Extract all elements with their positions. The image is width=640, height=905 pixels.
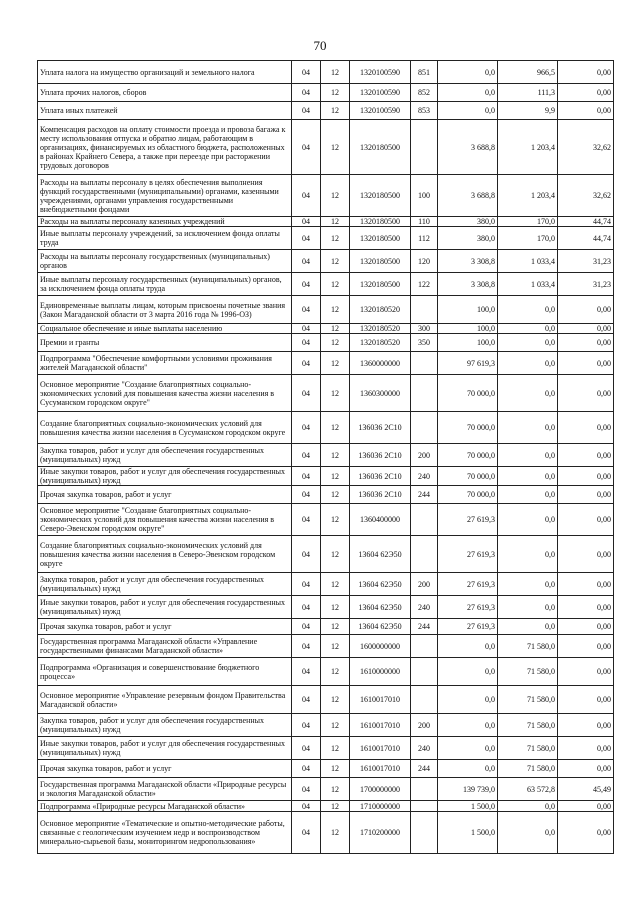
- cell-rz: 04: [292, 412, 321, 444]
- cell-name: Подпрограмма «Организация и совершенствование бюджетного процесса»: [38, 658, 292, 686]
- cell-fact: 0,0: [498, 619, 558, 635]
- cell-csr: 1320180500: [350, 217, 411, 227]
- cell-rz: 04: [292, 658, 321, 686]
- table-row: [38, 536, 614, 573]
- cell-vr: 852: [411, 84, 438, 102]
- cell-plan: 27 619,3: [438, 596, 498, 619]
- cell-fact: 0,0: [498, 352, 558, 375]
- cell-pr: 12: [321, 737, 350, 760]
- cell-pr: 12: [321, 635, 350, 658]
- cell-vr: 200: [411, 714, 438, 737]
- cell-pr: 12: [321, 658, 350, 686]
- cell-name: Прочая закупка товаров, работ и услуг: [38, 486, 292, 504]
- cell-name: Иные закупки товаров, работ и услуг для обеспечения государственных (муниципальных) нужд: [38, 596, 292, 619]
- cell-name: Прочая закупка товаров, работ и услуг: [38, 760, 292, 778]
- cell-pct: 0,00: [558, 658, 614, 686]
- cell-pct: 0,00: [558, 573, 614, 596]
- cell-rz: 04: [292, 737, 321, 760]
- table-row: [38, 467, 614, 486]
- cell-rz: 04: [292, 273, 321, 296]
- cell-csr: 1320100590: [350, 61, 411, 84]
- budget-table: [37, 60, 614, 854]
- table-row: [38, 273, 614, 296]
- cell-name: Расходы на выплаты персоналу казенных учреждений: [38, 217, 292, 227]
- cell-fact: 111,3: [498, 84, 558, 102]
- cell-plan: 27 619,3: [438, 536, 498, 573]
- cell-pr: 12: [321, 686, 350, 714]
- cell-pr: 12: [321, 812, 350, 854]
- cell-csr: 1710000000: [350, 801, 411, 812]
- cell-fact: 0,0: [498, 504, 558, 536]
- cell-rz: 04: [292, 175, 321, 217]
- cell-vr: 244: [411, 486, 438, 504]
- cell-pr: 12: [321, 619, 350, 635]
- table-row: [38, 686, 614, 714]
- cell-rz: 04: [292, 504, 321, 536]
- cell-pct: 0,00: [558, 596, 614, 619]
- cell-plan: 0,0: [438, 714, 498, 737]
- table-row: [38, 737, 614, 760]
- cell-vr: [411, 812, 438, 854]
- cell-pct: 0,00: [558, 467, 614, 486]
- cell-fact: 1 203,4: [498, 120, 558, 175]
- cell-rz: 04: [292, 250, 321, 273]
- cell-vr: 244: [411, 619, 438, 635]
- cell-plan: 0,0: [438, 61, 498, 84]
- cell-csr: 1320180500: [350, 120, 411, 175]
- cell-fact: 0,0: [498, 812, 558, 854]
- cell-plan: 70 000,0: [438, 486, 498, 504]
- table-row: [38, 296, 614, 324]
- cell-pct: 0,00: [558, 334, 614, 352]
- cell-vr: 853: [411, 102, 438, 120]
- cell-csr: 136036 2С10: [350, 486, 411, 504]
- cell-pr: 12: [321, 486, 350, 504]
- table-row: [38, 573, 614, 596]
- cell-plan: 70 000,0: [438, 412, 498, 444]
- cell-name: Социальное обеспечение и иные выплаты населению: [38, 324, 292, 334]
- cell-fact: 71 580,0: [498, 737, 558, 760]
- cell-csr: 1610017010: [350, 686, 411, 714]
- cell-name: Уплата иных платежей: [38, 102, 292, 120]
- table-row: [38, 175, 614, 217]
- cell-csr: 1610017010: [350, 760, 411, 778]
- cell-csr: 1320180500: [350, 273, 411, 296]
- table-row: [38, 812, 614, 854]
- cell-plan: 27 619,3: [438, 573, 498, 596]
- cell-rz: 04: [292, 801, 321, 812]
- cell-name: Расходы на выплаты персоналу в целях обеспечения выполнения функций государственными (муниципальными) органами, казенными учреждениями, органами управления государственными внебюджетными фондами: [38, 175, 292, 217]
- cell-vr: [411, 801, 438, 812]
- table-row: [38, 120, 614, 175]
- cell-csr: 1360400000: [350, 504, 411, 536]
- cell-fact: 0,0: [498, 412, 558, 444]
- cell-pr: 12: [321, 444, 350, 467]
- cell-rz: 04: [292, 486, 321, 504]
- cell-fact: 1 203,4: [498, 175, 558, 217]
- cell-rz: 04: [292, 536, 321, 573]
- cell-fact: 0,0: [498, 486, 558, 504]
- cell-vr: 200: [411, 573, 438, 596]
- cell-vr: 350: [411, 334, 438, 352]
- cell-pr: 12: [321, 273, 350, 296]
- cell-vr: 200: [411, 444, 438, 467]
- cell-rz: 04: [292, 334, 321, 352]
- cell-plan: 100,0: [438, 334, 498, 352]
- table-row: [38, 658, 614, 686]
- cell-plan: 3 688,8: [438, 175, 498, 217]
- cell-vr: 110: [411, 217, 438, 227]
- table-row: [38, 84, 614, 102]
- cell-pr: 12: [321, 227, 350, 250]
- cell-pct: 0,00: [558, 412, 614, 444]
- cell-plan: 139 739,0: [438, 778, 498, 801]
- cell-csr: 136036 2С10: [350, 412, 411, 444]
- cell-rz: 04: [292, 352, 321, 375]
- cell-pct: 0,00: [558, 801, 614, 812]
- cell-name: Создание благоприятных социально-экономических условий для повышения качества жизни населения в Северо-Эвенском городском округе: [38, 536, 292, 573]
- cell-rz: 04: [292, 61, 321, 84]
- table-row: [38, 619, 614, 635]
- cell-pct: 31,23: [558, 273, 614, 296]
- budget-table-body: [38, 61, 614, 854]
- cell-vr: [411, 635, 438, 658]
- cell-vr: [411, 375, 438, 412]
- cell-fact: 0,0: [498, 296, 558, 324]
- cell-pr: 12: [321, 61, 350, 84]
- cell-vr: 240: [411, 467, 438, 486]
- cell-name: Иные выплаты персоналу государственных (муниципальных) органов, за исключением фонда оплаты труда: [38, 273, 292, 296]
- cell-name: Иные закупки товаров, работ и услуг для обеспечения государственных (муниципальных) нужд: [38, 467, 292, 486]
- cell-fact: 0,0: [498, 467, 558, 486]
- cell-pct: 0,00: [558, 504, 614, 536]
- cell-csr: 136036 2С10: [350, 467, 411, 486]
- cell-pct: 31,23: [558, 250, 614, 273]
- cell-fact: 71 580,0: [498, 760, 558, 778]
- cell-name: Закупка товаров, работ и услуг для обеспечения государственных (муниципальных) нужд: [38, 714, 292, 737]
- cell-pr: 12: [321, 324, 350, 334]
- table-row: [38, 486, 614, 504]
- cell-name: Компенсация расходов на оплату стоимости проезда и провоза багажа к месту использования отпуска и обратно лицам, работающим в организациях, финансируемых из областного бюджета, расположенных в районах Крайнего Севера, а также при переезде при расторжении трудовых договоров: [38, 120, 292, 175]
- table-row: [38, 61, 614, 84]
- cell-pr: 12: [321, 296, 350, 324]
- cell-plan: 70 000,0: [438, 444, 498, 467]
- cell-vr: [411, 536, 438, 573]
- cell-fact: 63 572,8: [498, 778, 558, 801]
- cell-csr: 13604 62Э50: [350, 536, 411, 573]
- cell-plan: 70 000,0: [438, 467, 498, 486]
- cell-name: Закупка товаров, работ и услуг для обеспечения государственных (муниципальных) нужд: [38, 573, 292, 596]
- cell-plan: 3 688,8: [438, 120, 498, 175]
- table-row: [38, 227, 614, 250]
- cell-pct: 44,74: [558, 227, 614, 250]
- cell-pr: 12: [321, 801, 350, 812]
- cell-rz: 04: [292, 596, 321, 619]
- cell-plan: 27 619,3: [438, 619, 498, 635]
- cell-csr: 1320100590: [350, 102, 411, 120]
- cell-fact: 0,0: [498, 573, 558, 596]
- cell-fact: 9,9: [498, 102, 558, 120]
- cell-vr: 122: [411, 273, 438, 296]
- cell-pr: 12: [321, 375, 350, 412]
- cell-fact: 0,0: [498, 334, 558, 352]
- cell-rz: 04: [292, 296, 321, 324]
- cell-name: Основное мероприятие «Управление резервным фондом Правительства Магаданской области»: [38, 686, 292, 714]
- cell-vr: [411, 296, 438, 324]
- cell-pct: 0,00: [558, 536, 614, 573]
- cell-name: Создание благоприятных социально-экономических условий для повышения качества жизни населения в Сусуманском городском округе: [38, 412, 292, 444]
- cell-csr: 1320180520: [350, 324, 411, 334]
- cell-pr: 12: [321, 760, 350, 778]
- cell-plan: 27 619,3: [438, 504, 498, 536]
- table-row: [38, 324, 614, 334]
- cell-name: Основное мероприятие "Создание благоприятных социально-экономических условий для повышения качества жизни населения в Сусуманском городском округе": [38, 375, 292, 412]
- cell-fact: 0,0: [498, 324, 558, 334]
- cell-fact: 0,0: [498, 536, 558, 573]
- cell-pct: 44,74: [558, 217, 614, 227]
- cell-csr: 1360000000: [350, 352, 411, 375]
- cell-rz: 04: [292, 778, 321, 801]
- cell-fact: 71 580,0: [498, 714, 558, 737]
- table-row: [38, 760, 614, 778]
- cell-rz: 04: [292, 760, 321, 778]
- cell-fact: 71 580,0: [498, 658, 558, 686]
- cell-pct: 0,00: [558, 61, 614, 84]
- cell-rz: 04: [292, 227, 321, 250]
- cell-csr: 1320180500: [350, 227, 411, 250]
- table-row: [38, 778, 614, 801]
- cell-fact: 1 033,4: [498, 273, 558, 296]
- cell-name: Основное мероприятие «Тематические и опытно-методические работы, связанные с геологическим изучением недр и воспроизводством минерально-сырьевой базы, мониторингом недропользования»: [38, 812, 292, 854]
- cell-plan: 0,0: [438, 737, 498, 760]
- cell-pr: 12: [321, 102, 350, 120]
- cell-csr: 1610017010: [350, 714, 411, 737]
- cell-pr: 12: [321, 120, 350, 175]
- cell-vr: 240: [411, 737, 438, 760]
- cell-pr: 12: [321, 352, 350, 375]
- cell-pct: 0,00: [558, 324, 614, 334]
- cell-name: Государственная программа Магаданской области «Управление государственными финансами Магаданской области»: [38, 635, 292, 658]
- table-row: [38, 504, 614, 536]
- cell-vr: [411, 778, 438, 801]
- cell-name: Прочая закупка товаров, работ и услуг: [38, 619, 292, 635]
- cell-rz: 04: [292, 714, 321, 737]
- table-row: [38, 635, 614, 658]
- cell-fact: 71 580,0: [498, 686, 558, 714]
- cell-csr: 13604 62Э50: [350, 573, 411, 596]
- cell-pct: 0,00: [558, 635, 614, 658]
- cell-pct: 0,00: [558, 714, 614, 737]
- cell-fact: 170,0: [498, 217, 558, 227]
- cell-pr: 12: [321, 596, 350, 619]
- cell-pct: 0,00: [558, 486, 614, 504]
- page-number: 70: [313, 38, 327, 53]
- cell-vr: 100: [411, 175, 438, 217]
- cell-fact: 0,0: [498, 596, 558, 619]
- cell-name: Закупка товаров, работ и услуг для обеспечения государственных (муниципальных) нужд: [38, 444, 292, 467]
- table-row: [38, 375, 614, 412]
- cell-name: Подпрограмма "Обеспечение комфортными условиями проживания жителей Магаданской области": [38, 352, 292, 375]
- cell-pct: 0,00: [558, 84, 614, 102]
- cell-name: Иные закупки товаров, работ и услуг для обеспечения государственных (муниципальных) нужд: [38, 737, 292, 760]
- cell-pct: 0,00: [558, 686, 614, 714]
- cell-plan: 100,0: [438, 324, 498, 334]
- cell-rz: 04: [292, 467, 321, 486]
- cell-plan: 0,0: [438, 84, 498, 102]
- cell-csr: 1320100590: [350, 84, 411, 102]
- cell-pr: 12: [321, 467, 350, 486]
- cell-vr: [411, 120, 438, 175]
- cell-pr: 12: [321, 250, 350, 273]
- cell-plan: 0,0: [438, 102, 498, 120]
- cell-name: Государственная программа Магаданской области «Природные ресурсы и экология Магаданской области»: [38, 778, 292, 801]
- cell-plan: 100,0: [438, 296, 498, 324]
- cell-csr: 1710200000: [350, 812, 411, 854]
- cell-vr: [411, 686, 438, 714]
- cell-vr: [411, 504, 438, 536]
- cell-vr: [411, 352, 438, 375]
- cell-pct: 0,00: [558, 296, 614, 324]
- cell-pct: 0,00: [558, 102, 614, 120]
- cell-pct: 0,00: [558, 760, 614, 778]
- cell-rz: 04: [292, 619, 321, 635]
- cell-fact: 966,5: [498, 61, 558, 84]
- cell-plan: 0,0: [438, 686, 498, 714]
- cell-pct: 32,62: [558, 175, 614, 217]
- cell-name: Уплата налога на имущество организаций и земельного налога: [38, 61, 292, 84]
- cell-pct: 0,00: [558, 375, 614, 412]
- cell-csr: 1610000000: [350, 658, 411, 686]
- cell-plan: 3 308,8: [438, 250, 498, 273]
- table-row: [38, 596, 614, 619]
- cell-rz: 04: [292, 324, 321, 334]
- cell-pct: 0,00: [558, 619, 614, 635]
- cell-plan: 0,0: [438, 760, 498, 778]
- cell-rz: 04: [292, 635, 321, 658]
- cell-fact: 1 033,4: [498, 250, 558, 273]
- cell-csr: 1360300000: [350, 375, 411, 412]
- cell-rz: 04: [292, 217, 321, 227]
- cell-name: Иные выплаты персоналу учреждений, за исключением фонда оплаты труда: [38, 227, 292, 250]
- cell-name: Премии и гранты: [38, 334, 292, 352]
- cell-csr: 1320180520: [350, 334, 411, 352]
- cell-csr: 1320180500: [350, 175, 411, 217]
- cell-pr: 12: [321, 714, 350, 737]
- cell-csr: 1320180520: [350, 296, 411, 324]
- cell-rz: 04: [292, 375, 321, 412]
- cell-csr: 1610017010: [350, 737, 411, 760]
- cell-pct: 0,00: [558, 352, 614, 375]
- cell-plan: 1 500,0: [438, 801, 498, 812]
- cell-rz: 04: [292, 686, 321, 714]
- cell-vr: 851: [411, 61, 438, 84]
- cell-name: Подпрограмма «Природные ресурсы Магаданской области»: [38, 801, 292, 812]
- table-row: [38, 412, 614, 444]
- cell-rz: 04: [292, 444, 321, 467]
- cell-pr: 12: [321, 84, 350, 102]
- cell-fact: 0,0: [498, 375, 558, 412]
- cell-fact: 0,0: [498, 801, 558, 812]
- cell-pr: 12: [321, 217, 350, 227]
- table-row: [38, 714, 614, 737]
- table-row: [38, 217, 614, 227]
- cell-rz: 04: [292, 84, 321, 102]
- cell-name: Расходы на выплаты персоналу государственных (муниципальных) органов: [38, 250, 292, 273]
- cell-pct: 32,62: [558, 120, 614, 175]
- cell-pr: 12: [321, 334, 350, 352]
- table-row: [38, 334, 614, 352]
- table-row: [38, 250, 614, 273]
- cell-plan: 1 500,0: [438, 812, 498, 854]
- cell-plan: 3 308,8: [438, 273, 498, 296]
- cell-plan: 70 000,0: [438, 375, 498, 412]
- cell-name: Основное мероприятие "Создание благоприятных социально-экономических условий для повышения качества жизни населения в Северо-Эвенском городском округе": [38, 504, 292, 536]
- cell-plan: 380,0: [438, 217, 498, 227]
- cell-vr: 120: [411, 250, 438, 273]
- cell-rz: 04: [292, 812, 321, 854]
- cell-vr: [411, 412, 438, 444]
- cell-vr: 240: [411, 596, 438, 619]
- table-row: [38, 102, 614, 120]
- cell-pr: 12: [321, 175, 350, 217]
- table-row: [38, 444, 614, 467]
- table-row: [38, 801, 614, 812]
- cell-pr: 12: [321, 536, 350, 573]
- cell-csr: 136036 2С10: [350, 444, 411, 467]
- cell-vr: [411, 658, 438, 686]
- cell-plan: 0,0: [438, 658, 498, 686]
- cell-plan: 97 619,3: [438, 352, 498, 375]
- cell-pct: 45,49: [558, 778, 614, 801]
- cell-vr: 244: [411, 760, 438, 778]
- cell-vr: 300: [411, 324, 438, 334]
- cell-fact: 170,0: [498, 227, 558, 250]
- cell-plan: 380,0: [438, 227, 498, 250]
- cell-pr: 12: [321, 504, 350, 536]
- cell-csr: 1600000000: [350, 635, 411, 658]
- cell-fact: 71 580,0: [498, 635, 558, 658]
- cell-pr: 12: [321, 778, 350, 801]
- cell-pr: 12: [321, 412, 350, 444]
- cell-rz: 04: [292, 573, 321, 596]
- cell-csr: 1700000000: [350, 778, 411, 801]
- cell-pct: 0,00: [558, 812, 614, 854]
- cell-name: Уплата прочих налогов, сборов: [38, 84, 292, 102]
- table-row: [38, 352, 614, 375]
- cell-fact: 0,0: [498, 444, 558, 467]
- cell-name: Единовременные выплаты лицам, которым присвоены почетные звания (Закон Магаданской области от 3 марта 2016 года № 1996-ОЗ): [38, 296, 292, 324]
- cell-rz: 04: [292, 120, 321, 175]
- cell-vr: 112: [411, 227, 438, 250]
- cell-pr: 12: [321, 573, 350, 596]
- cell-plan: 0,0: [438, 635, 498, 658]
- cell-csr: 13604 62Э50: [350, 619, 411, 635]
- cell-pct: 0,00: [558, 444, 614, 467]
- cell-csr: 1320180500: [350, 250, 411, 273]
- cell-csr: 13604 62Э50: [350, 596, 411, 619]
- cell-rz: 04: [292, 102, 321, 120]
- cell-pct: 0,00: [558, 737, 614, 760]
